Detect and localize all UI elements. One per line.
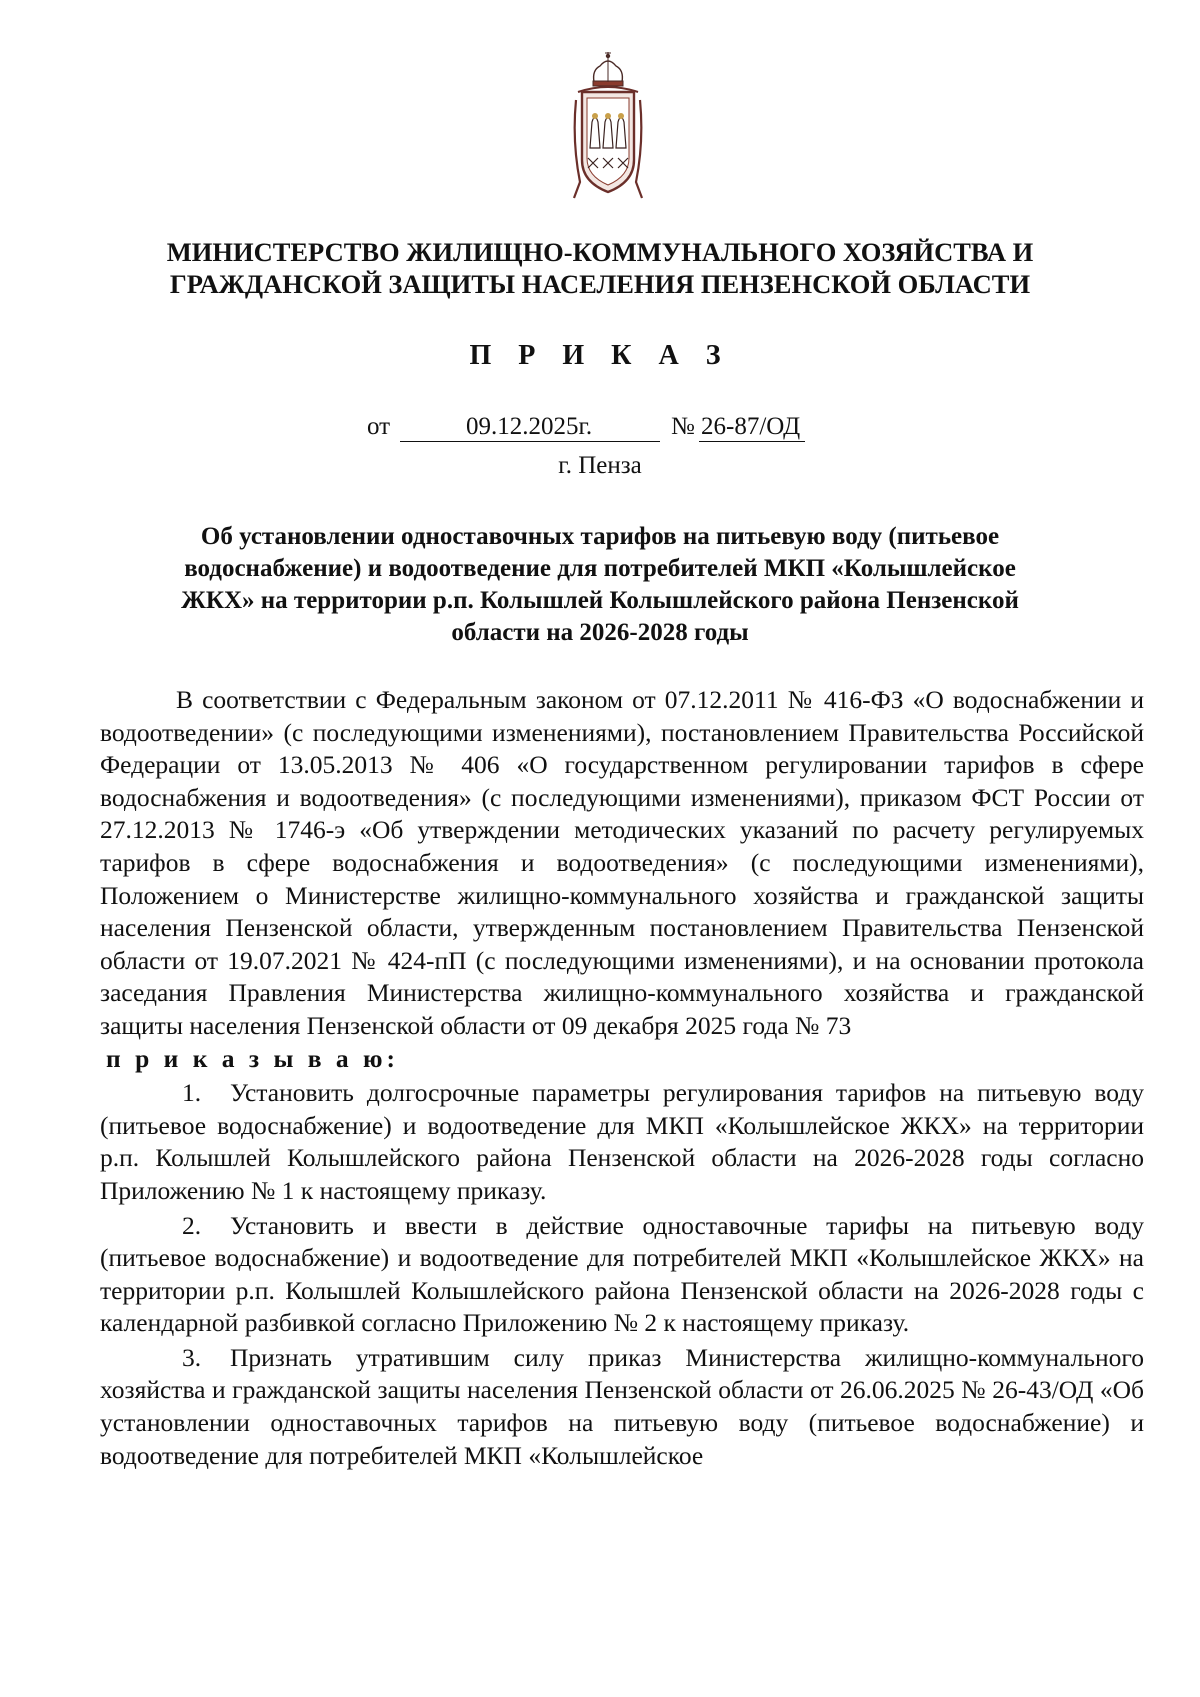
decree-word: п р и к а з ы в а ю: [106,1043,400,1073]
coat-of-arms-icon [572,52,644,204]
preamble-paragraph: В соответствии с Федеральным законом от 07.12.2011 № 416-ФЗ «О водоснабжении и водоотведении» (с последующими изменениями), постановлением Правительства Российской Федерации от 13.05.2013 № 406 «О государственном регулировании тарифов в сфере водоснабжения и водоотведения» (с последующими изменениями), приказом ФСТ России от 27.12.2013 № 1746-э «Об утверждении методических указаний по расчету регулируемых тарифов в сфере водоснабжения и водоотведения» (с последующими изменениями), Положением о Министерстве жилищно-коммунального хозяйства и гражданской защиты населения Пензенской области, утвержденным постановлением Правительства Пензенской области от 19.07.2021 № 424-пП (с последующими изменениями), и на основании протокола заседания Правления Министерства жилищно-коммунального хозяйства и гражданской защиты населения Пензенской области от 09 декабря 2025 года № 73 [100,685,1144,1040]
order-item-2 [100,1210,1144,1340]
document-type-title: П Р И К А З [469,340,731,371]
item-number: 1. [182,1078,202,1108]
order-body [100,684,1144,1472]
ministry-name-line1: МИНИСТЕРСТВО ЖИЛИЩНО-КОММУНАЛЬНОГО ХОЗЯЙСТВА И [166,237,1034,267]
item-text: Установить долгосрочные параметры регулирования тарифов на питьевую воду (питьевое водоснабжение) и водоотведение для МКП «Колышлейское ЖКХ» на территории р.п. Колышлей Колышлейского района Пензенской области на 2026-2028 годы согласно Приложению № 1 к настоящему приказу. [100,1078,1144,1205]
number-prefix: № [671,413,695,440]
order-item-3 [100,1342,1144,1472]
order-number: 26-87/ОД [701,413,801,440]
ministry-name [100,236,1100,300]
city-name: г. Пенза [558,452,642,479]
subject-line4: области на 2026-2028 годы [451,619,749,646]
order-item-1 [100,1077,1144,1207]
subject-line1: Об установлении одноставочных тарифов на питьевую воду (питьевое [200,523,1000,550]
ministry-name-line2: ГРАЖДАНСКОЙ ЗАЩИТЫ НАСЕЛЕНИЯ ПЕНЗЕНСКОЙ ОБЛАСТИ [169,269,1031,299]
number-underline [699,441,805,442]
subject-line2: водоснабжение) и водоотведение для потребителей МКП «Колышлейское [184,555,1016,582]
date-underline [400,441,660,442]
subject-line3: ЖКХ» на территории р.п. Колышлей Колышлейского района Пензенской [181,587,1019,614]
item-text: Признать утратившим силу приказ Министерства жилищно-коммунального хозяйства и гражданской защиты населения Пензенской области от 26.06.2025 № 26-43/ОД «Об установлении одноставочных тарифов на питьевую воду (питьевое водоснабжение) и водоотведение для потребителей МКП «Колышлейское [100,1342,1144,1470]
date-prefix: от [367,413,391,440]
order-subject [150,521,1050,649]
item-number: 2. [182,1210,202,1240]
item-number: 3. [182,1342,202,1372]
item-text: Установить и ввести в действие одноставочные тарифы на питьевую воду (питьевое водоснабжение) и водоотведение для потребителей МКП «Колышлейское ЖКХ» на территории р.п. Колышлей Колышлейского района Пензенской области на 2026-2028 годы с календарной разбивкой согласно Приложению № 2 к настоящему приказу. [100,1210,1144,1338]
order-date: 09.12.2025г. [466,413,593,440]
